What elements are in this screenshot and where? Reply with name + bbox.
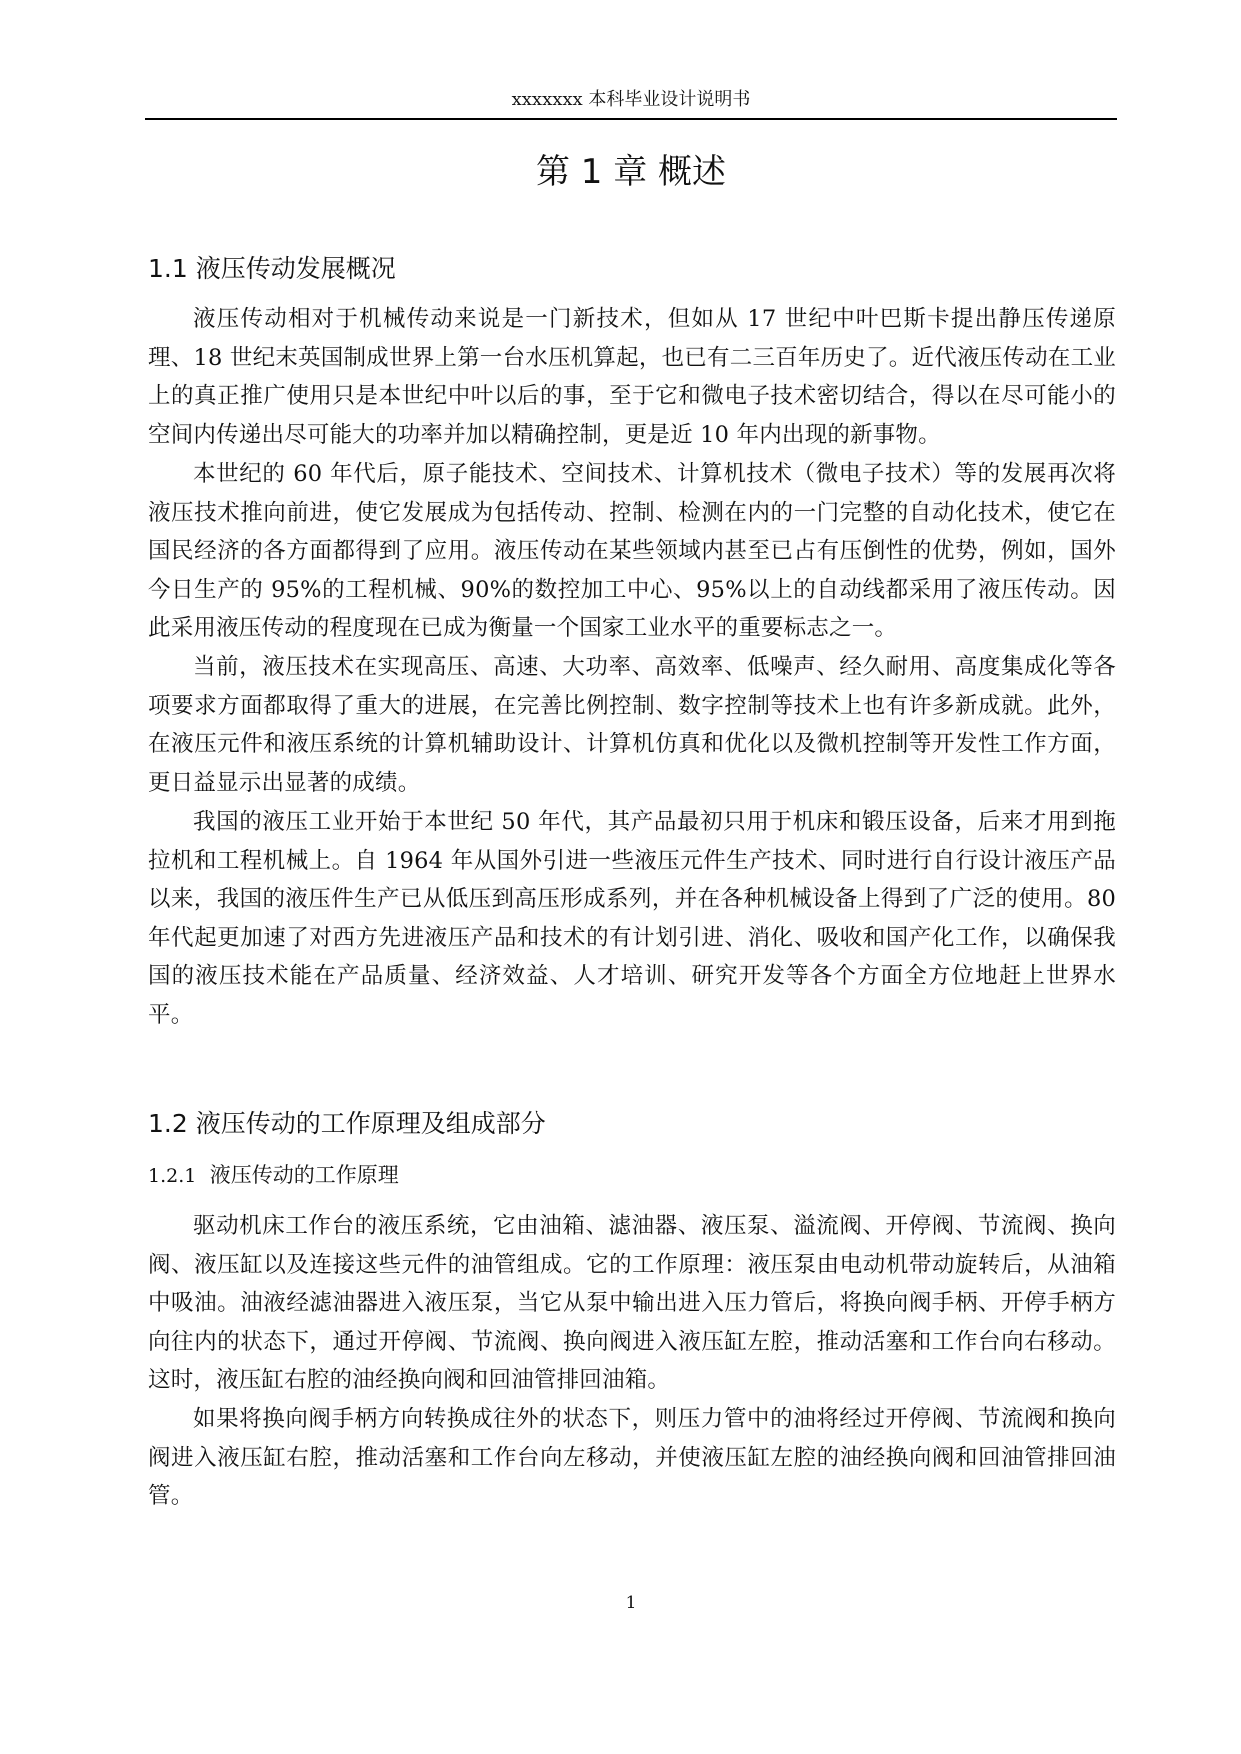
paragraph: 本世纪的 60 年代后，原子能技术、空间技术、计算机技术（微电子技术）等的发展再次将液压技术推向前进，使它发展成为包括传动、控制、检测在内的一门完整的自动化技术，使它在国民经济的各方面都得到了应用。液压传动在某些领域内甚至已占有压倒性的优势，例如，国外今日生产的 95%的工程机械、90%的数控加工中心、95%以上的自动线都采用了液压传动。因此采用液压传动的程度现在已成为衡量一个国家工业水平的重要标志之一。 <box>148 461 1116 641</box>
paragraph: 驱动机床工作台的液压系统，它由油箱、滤油器、液压泵、溢流阀、开停阀、节流阀、换向阀、液压缸以及连接这些元件的油管组成。它的工作原理：液压泵由电动机带动旋转后，从油箱中吸油。油液经滤油器进入液压泵，当它从泵中输出进入压力管后，将换向阀手柄、开停手柄方向往内的状态下，通过开停阀、节流阀、换向阀进入液压缸左腔，推动活塞和工作台向右移动。这时，液压缸右腔的油经换向阀和回油管排回油箱。 <box>148 1213 1116 1393</box>
header-divider <box>145 118 1117 120</box>
page-number: 1 <box>625 1593 637 1613</box>
section-heading-1-2: 1.2 液压传动的工作原理及组成部分 <box>148 1109 546 1138</box>
subsection-number: 1.2.1 <box>148 1165 197 1187</box>
chapter-title: 第 1 章 概述 <box>535 152 727 192</box>
section-heading-1-1: 1.1 液压传动发展概况 <box>148 254 396 283</box>
subsection-title: 液压传动的工作原理 <box>209 1163 399 1187</box>
subsection-heading-1-2-1 <box>148 1160 1108 1191</box>
running-header: xxxxxxx 本科毕业设计说明书 <box>511 89 751 110</box>
paragraph: 如果将换向阀手柄方向转换成往外的状态下，则压力管中的油将经过开停阀、节流阀和换向阀进入液压缸右腔，推动活塞和工作台向左移动，并使液压缸左腔的油经换向阀和回油管排回油管。 <box>148 1406 1116 1509</box>
paragraph: 液压传动相对于机械传动来说是一门新技术，但如从 17 世纪中叶巴斯卡提出静压传递原理、18 世纪末英国制成世界上第一台水压机算起，也已有二三百年历史了。近代液压传动在工业上的真正推广使用只是本世纪中叶以后的事，至于它和微电子技术密切结合，得以在尽可能小的空间内传递出尽可能大的功率并加以精确控制，更是近 10 年内出现的新事物。 <box>148 306 1116 448</box>
paragraph: 当前，液压技术在实现高压、高速、大功率、高效率、低噪声、经久耐用、高度集成化等各项要求方面都取得了重大的进展，在完善比例控制、数字控制等技术上也有许多新成就。此外，在液压元件和液压系统的计算机辅助设计、计算机仿真和优化以及微机控制等开发性工作方面，更日益显示出显著的成绩。 <box>148 654 1116 796</box>
paragraph: 我国的液压工业开始于本世纪 50 年代，其产品最初只用于机床和锻压设备，后来才用到拖拉机和工程机械上。自 1964 年从国外引进一些液压元件生产技术、同时进行自行设计液压产品以来，我国的液压件生产已从低压到高压形成系列，并在各种机械设备上得到了广泛的使用。80 年代起更加速了对西方先进液压产品和技术的有计划引进、消化、吸收和国产化工作，以确保我国的液压技术能在产品质量、经济效益、人才培训、研究开发等各个方面全方位地赶上世界水平。 <box>148 809 1116 1028</box>
